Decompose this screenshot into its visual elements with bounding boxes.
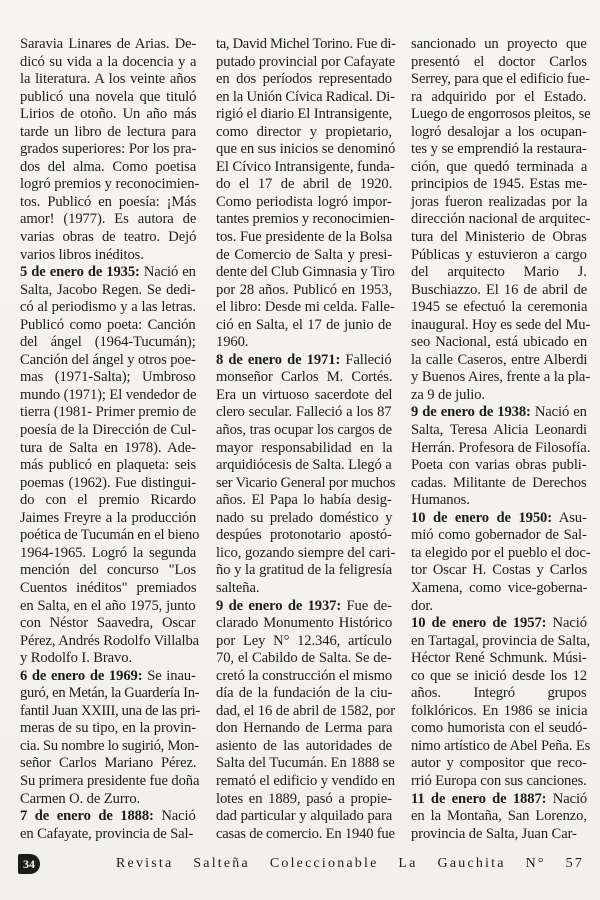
text-line: monseñor Carlos M. Cortés. (216, 369, 393, 386)
text-line: casas de comercio. En 1940 fue (216, 825, 395, 842)
text-line: en la Unión Cívica Radical. Di- (216, 88, 395, 105)
text-line: en dos períodos representado (216, 71, 393, 88)
text-line: salteña. (216, 579, 260, 596)
text-line: meras de su tipo, en la provin- (20, 720, 197, 737)
text-line: publicó una novela que tituló (20, 88, 197, 105)
text-line: có al periodismo y a las letras. (20, 299, 196, 316)
entry-text: Falleció (340, 351, 392, 368)
entry-date: 9 de enero de 1937: (216, 597, 342, 614)
entry-text: Fue de- (341, 597, 392, 614)
entry-heading-line (216, 352, 392, 370)
entry-heading-line (20, 264, 196, 282)
entry-text: Nació (546, 615, 587, 632)
text-line: dor. (411, 597, 433, 614)
text-line: Su primera presidente fue doña (20, 772, 200, 789)
entry-heading-line (411, 404, 587, 422)
text-line: señor Carlos Mariano Pérez. (20, 755, 197, 772)
text-line: nimo artístico de Abel Peña. Es (411, 737, 591, 754)
text-line: principios de 1945. Estas me- (411, 176, 588, 193)
text-line: guró, en Metán, la Guardería In- (20, 685, 200, 702)
text-line: El Cívico Intransigente, funda- (216, 158, 395, 175)
text-line: poética de Tucumán en el bieno (20, 527, 200, 544)
text-line: más publicó en plaqueta: seis (20, 457, 197, 474)
text-line: 1960. (216, 334, 249, 351)
text-line: por Ley N° 12.346, artículo (216, 632, 392, 649)
text-line: tura del Ministerio de Obras (411, 229, 587, 246)
entry-heading-line (20, 808, 196, 826)
text-line: por 28 años. Publicó en 1953, (216, 281, 392, 298)
text-line: 70, el Cabildo de Salta. Se de- (216, 650, 392, 667)
entry-date: 10 de enero de 1957: (411, 615, 547, 632)
text-line: grados superiores: Por los pra- (20, 141, 197, 158)
text-line: Públicas y estuvieron a cargo (411, 246, 587, 263)
text-line: ta, David Michel Torino. Fue di- (216, 36, 396, 52)
entry-heading-line (216, 598, 392, 616)
text-line: rigió el diario El Intransigente, (216, 106, 393, 123)
text-line: tierra (1981- Primer premio de (20, 404, 197, 421)
text-line: ta elegido por el pueblo el doc- (411, 544, 591, 561)
text-line: logró premios y reconocimien- (20, 176, 200, 193)
entry-heading-line (20, 668, 196, 686)
text-line: poemas (1962). Fue distingui- (20, 474, 197, 491)
text-line: 1964-1965. Logró la segunda (20, 544, 197, 561)
entry-text: Nació en (139, 264, 196, 281)
text-line: dad particular y alquilado para (216, 808, 393, 825)
text-line: ció en Salta, el 17 de junio de (216, 316, 392, 333)
text-line: inaugural. Hoy es sede del Mu- (411, 316, 591, 333)
text-line: mayor responsabilidad en la (216, 439, 393, 456)
text-line: Cuentos inéditos" premiados (20, 579, 197, 596)
text-line: remató el edificio y vendido en (216, 772, 395, 789)
magazine-title: Revista Salteña Coleccionable La Gauchita N° 57 (116, 856, 584, 871)
text-line: como humorista con el seudó- (411, 720, 588, 737)
text-column-3 (411, 36, 591, 843)
text-line: dad, el 16 de abril de 1582, por (216, 702, 395, 719)
text-line: dente del Club Gimnasia y Tiro (216, 264, 395, 281)
text-line: cia. Su nombre lo sugirió, Mon- (20, 737, 199, 754)
text-line: do con el premio Ricardo (20, 492, 196, 509)
text-line: za 9 de julio. (411, 386, 485, 403)
text-line: en Cafayate, provincia de Sal- (20, 825, 194, 842)
text-line: en Salta, en el año 1975, junto (20, 597, 196, 614)
text-line: rrió Europa con sus canciones. (411, 772, 587, 789)
text-line: fantil Juan XXIII, una de las pri- (20, 702, 200, 719)
text-line: asiento de las autoridades de (216, 737, 393, 754)
text-line: Lirios de otoño. Un año más (20, 106, 197, 123)
text-line: poesía de la Dirección de Cul- (20, 422, 197, 439)
text-line: cretó la construcción el mismo (216, 667, 393, 684)
text-line: la calle Caseros, entre Alberdi (411, 351, 588, 368)
entry-text: Nació (153, 808, 196, 825)
text-line: con Néstor Saavedra, Oscar (20, 615, 196, 632)
text-line: dirección nacional de arquitec- (411, 211, 591, 228)
entry-date: 9 de enero de 1938: (411, 404, 531, 421)
text-line: mas (1971-Salta); Umbroso (20, 369, 196, 386)
text-line: co que se inició desde los 12 (411, 667, 588, 684)
text-line: provincia de Salta, Juan Car- (411, 825, 577, 842)
text-line: autor y compositor que reco- (411, 755, 587, 772)
text-line: varios libros inéditos. (20, 246, 144, 263)
text-line: de Comercio de Salta y presi- (216, 246, 393, 263)
entry-heading-line (411, 510, 587, 528)
text-line: en Tartagal, provincia de Salta, (411, 632, 591, 649)
text-line: nado su prelado doméstico y (216, 509, 393, 526)
text-line: Serrey, para que el edificio fue- (411, 71, 590, 88)
text-line: lotes en 1889, pasó a propie- (216, 790, 392, 807)
text-line: Herrán. Profesora de Filosofía. (411, 439, 591, 456)
text-line: Jaimes Freyre a la producción (20, 509, 197, 526)
page-number-badge: 34 (18, 854, 40, 874)
text-line: ra adquirido por el Estado. (411, 88, 587, 105)
text-line: la literatura. A los veinte años (20, 71, 197, 88)
text-line: y Buenos Aires, frente a la pla- (411, 369, 591, 386)
text-line: tura de Salta en 1978). Ade- (20, 439, 196, 456)
text-line: tor Oscar H. Costas y Carlos (411, 562, 588, 579)
text-line: ño y la gratitud de la feligresía (216, 562, 393, 579)
text-line: don Hernando de Lerma para (216, 720, 393, 737)
text-line: Humanos. (411, 492, 470, 509)
text-line: varias obras de teatro. Dejó (20, 229, 197, 246)
text-line: ción, que quedó terminada a (411, 158, 588, 175)
text-line: folklóricos. En 1986 se inicia (411, 702, 588, 719)
text-line: tos. Fue presidente de la Bolsa (216, 229, 393, 246)
text-line: día de la fundación de la ciu- (216, 685, 393, 702)
entry-date: 7 de enero de 1888: (20, 808, 154, 825)
text-line: en la Montaña, San Lorenzo, (411, 808, 587, 825)
entry-text: Nació (546, 790, 588, 807)
text-line: y Rodolfo I. Bravo. (20, 650, 132, 667)
text-line: Buschiazzo. El 16 de abril de (411, 281, 588, 298)
text-line: clero secular. Falleció a los 87 (216, 404, 392, 421)
text-line: sancionado un proyecto que (411, 36, 587, 52)
text-line: mención del concurso "Los (20, 562, 197, 579)
text-line: tantes premios y reconocimien- (216, 211, 395, 228)
text-line: el libro: Desde mi celda. Falle- (216, 299, 395, 316)
text-line: Carmen O. de Zurro. (20, 790, 141, 807)
text-line: tos. Publicó en poesía: ¡Más (20, 193, 197, 210)
text-line: presentó el doctor Carlos (411, 53, 587, 70)
entry-text: Nació en (530, 404, 587, 421)
entry-date: 11 de enero de 1887: (411, 790, 547, 807)
text-line: del ángel (1964-Tucumán); (20, 334, 196, 351)
text-line: años, tras ocupar los cargos de (216, 422, 392, 439)
text-line: Luego de engorrosos pleitos, se (411, 106, 591, 123)
text-line: años. Integró grupos (411, 685, 587, 702)
text-line: amor! (1977). Es autora de (20, 211, 197, 228)
text-line: Héctor René Schmunk. Músi- (411, 650, 587, 667)
text-line: Poeta con varias obras publi- (411, 457, 587, 474)
text-line: dos del alma. Como poetisa (20, 158, 197, 175)
text-line: lico, gozando siempre del cari- (216, 544, 396, 561)
text-line: años. El Papa lo había desig- (216, 492, 392, 509)
text-line: Canción del ángel y otros poe- (20, 351, 196, 368)
entry-text: Se inau- (142, 667, 196, 684)
text-line: Como periodista logró impor- (216, 193, 392, 210)
text-line: Era un virtuoso sacerdote del (216, 386, 393, 403)
text-line: tes y se emprendió la restaura- (411, 141, 587, 158)
entry-heading-line (411, 615, 587, 633)
text-line: Publicó como poeta: Canción (20, 316, 196, 333)
text-column-2 (216, 36, 396, 843)
text-line: arquidiócesis de Salta. Llegó a (216, 457, 392, 474)
text-line: 1945 se efectuó la ceremonia (411, 299, 588, 316)
text-line: mió como gobernador de Sal- (411, 527, 587, 544)
text-line: como director y propietario, (216, 123, 392, 140)
entry-date: 10 de enero de 1950: (411, 509, 553, 526)
text-column-1 (20, 36, 200, 843)
text-line: do el 17 de abril de 1920. (216, 176, 393, 193)
text-line: seo Nacional, está ubicado en (411, 334, 588, 351)
entry-date: 5 de enero de 1935: (20, 264, 140, 281)
text-line: Pérez, Andrés Rodolfo Villalba (20, 632, 200, 649)
text-line: clarado Monumento Histórico (216, 615, 393, 632)
text-line: despúes protonotario apostó- (216, 527, 392, 544)
text-line: Salta del Tucumán. En 1888 se (216, 755, 395, 772)
text-line: putado provincial por Cafayate (216, 53, 396, 70)
text-line: del arquitecto Mario J. (411, 264, 587, 281)
text-line: tarde un libro de lectura para (20, 123, 197, 140)
text-line: Xamena, como vice-goberna- (411, 579, 588, 596)
entry-date: 8 de enero de 1971: (216, 351, 341, 368)
text-line: Salta, Jacobo Regen. Se dedi- (20, 281, 196, 298)
text-line: cadas. Militante de Derechos (411, 474, 587, 491)
text-line: Salta, Teresa Alicia Leonardi (411, 422, 588, 439)
entry-text: Asu- (552, 509, 587, 526)
entry-date: 6 de enero de 1969: (20, 667, 143, 684)
entry-heading-line (411, 791, 587, 809)
text-line: joras fueron realizadas por la (411, 193, 588, 210)
text-line: dicó su vida a la docencia y a (20, 53, 197, 70)
text-line: Saravia Linares de Arias. De- (20, 36, 197, 52)
page-footer (0, 852, 600, 880)
text-line: que en sus inicios se denominó (216, 141, 396, 158)
text-line: mundo (1971); El vendedor de (20, 386, 197, 403)
text-line: ser Vicario General por muchos (216, 474, 396, 491)
text-line: logró desalojar a los ocupan- (411, 123, 587, 140)
